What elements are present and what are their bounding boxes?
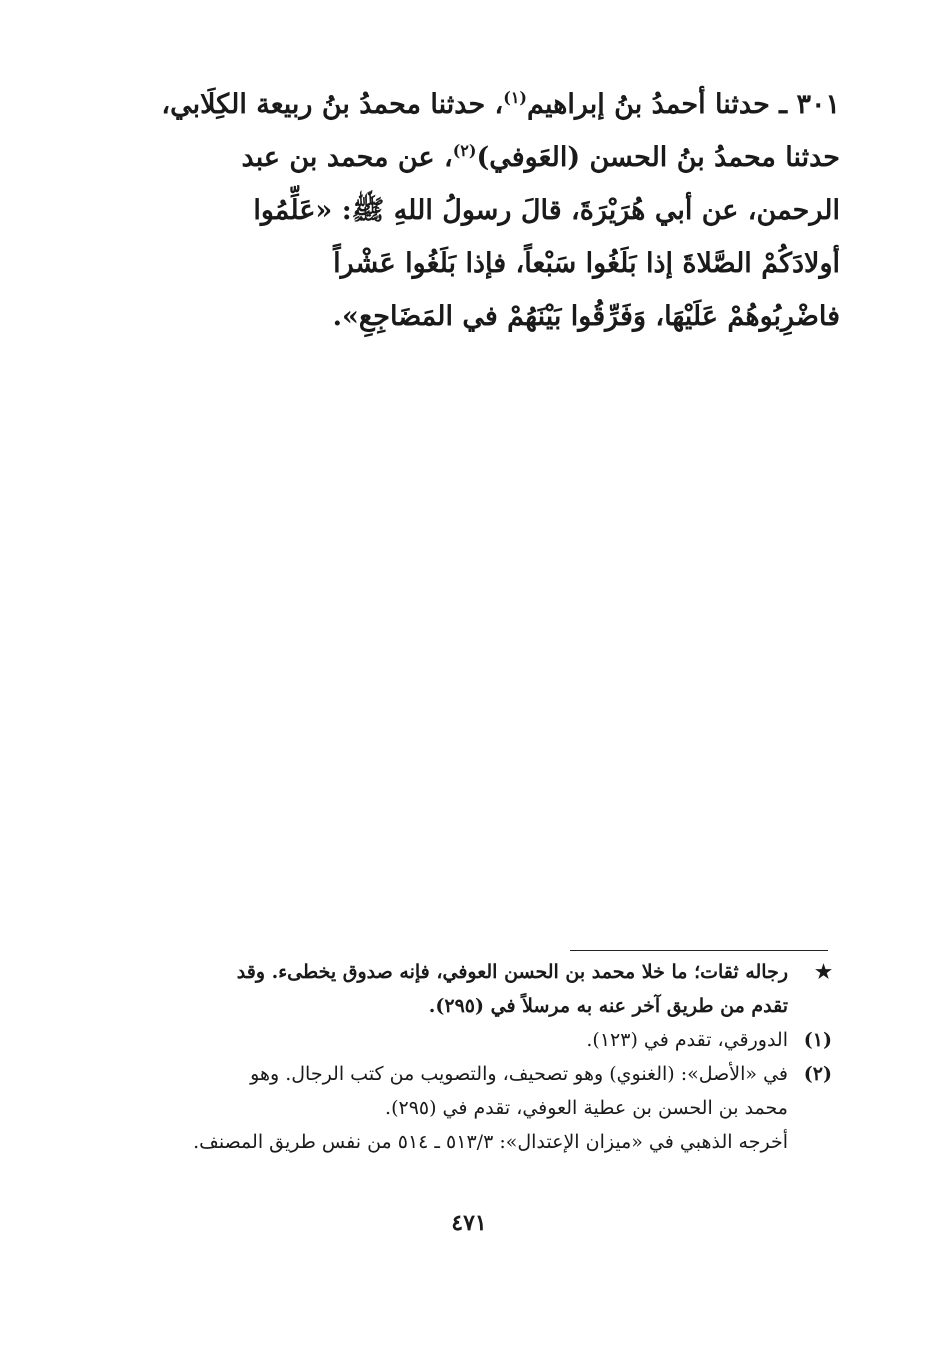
- hadith-line: [128, 290, 840, 343]
- hadith-text-segment: حدثنا محمدُ بنُ الحسن (العَوفي): [476, 142, 840, 173]
- footnotes-section: [132, 955, 832, 1159]
- footnote-ref-2: (٢): [452, 141, 477, 160]
- star-icon: ★: [814, 961, 832, 983]
- hadith-line: [128, 78, 840, 131]
- footnote-2: [132, 1057, 832, 1125]
- hadith-text-segment: أولادَكُمْ الصَّلاةَ إذا بَلَغُوا سَبْعاً، فإذا بَلَغُوا عَشْراً: [333, 248, 840, 279]
- footnote-line: رجاله ثقات؛ ما خلا محمد بن الحسن العوفي، فإنه صدوق يخطىء. وقد: [236, 961, 788, 983]
- hadith-line: [128, 237, 840, 290]
- footnote-continuation: أخرجه الذهبي في «ميزان الإعتدال»: ٥١٣/٣ ـ ٥١٤ من نفس طريق المصنف.: [193, 1131, 788, 1153]
- footnote-body: [132, 955, 788, 1023]
- hadith-line: [128, 131, 840, 184]
- hadith-text-segment: ، حدثنا محمدُ بنُ ربيعة الكِلَابي،: [161, 89, 504, 120]
- footnote-star: [132, 955, 832, 1023]
- hadith-text-segment: ، عن محمد بن عبد: [241, 142, 453, 173]
- footnote-line: في «الأصل»: (الغنوي) وهو تصحيف، والتصويب من كتب الرجال. وهو: [250, 1063, 788, 1085]
- footnote-line: الدورقي، تقدم في (١٢٣).: [586, 1029, 788, 1051]
- footnote-body: [132, 1057, 788, 1125]
- footnote-1: [132, 1023, 832, 1057]
- footnote-body: [132, 1023, 788, 1057]
- footnote-line: محمد بن الحسن بن عطية العوفي، تقدم في (٢٩٥).: [385, 1097, 788, 1119]
- hadith-text-segment: الرحمن، عن أبي هُرَيْرَةَ، قالَ رسولُ اللهِ ﷺ: «عَلِّمُوا: [253, 195, 840, 226]
- hadith-text-segment: فاضْرِبُوهُمْ عَلَيْهَا، وَفَرِّقُوا بَيْنَهُمْ في المَضَاجِعِ».: [332, 301, 840, 332]
- footnote-divider: [570, 950, 828, 951]
- footnote-marker: (٢): [803, 1063, 832, 1085]
- hadith-line: [128, 184, 840, 237]
- footnote-line: تقدم من طريق آخر عنه به مرسلاً في (٢٩٥).: [428, 995, 788, 1017]
- footnote-marker: (١): [803, 1029, 832, 1051]
- footnote-ref-1: (١): [503, 88, 527, 107]
- page-number: ٤٧١: [451, 1210, 487, 1236]
- hadith-number: ٣٠١: [796, 89, 840, 120]
- hadith-text: [128, 78, 840, 343]
- hadith-text-segment: ـ حدثنا أحمدُ بنُ إبراهيم: [527, 89, 788, 120]
